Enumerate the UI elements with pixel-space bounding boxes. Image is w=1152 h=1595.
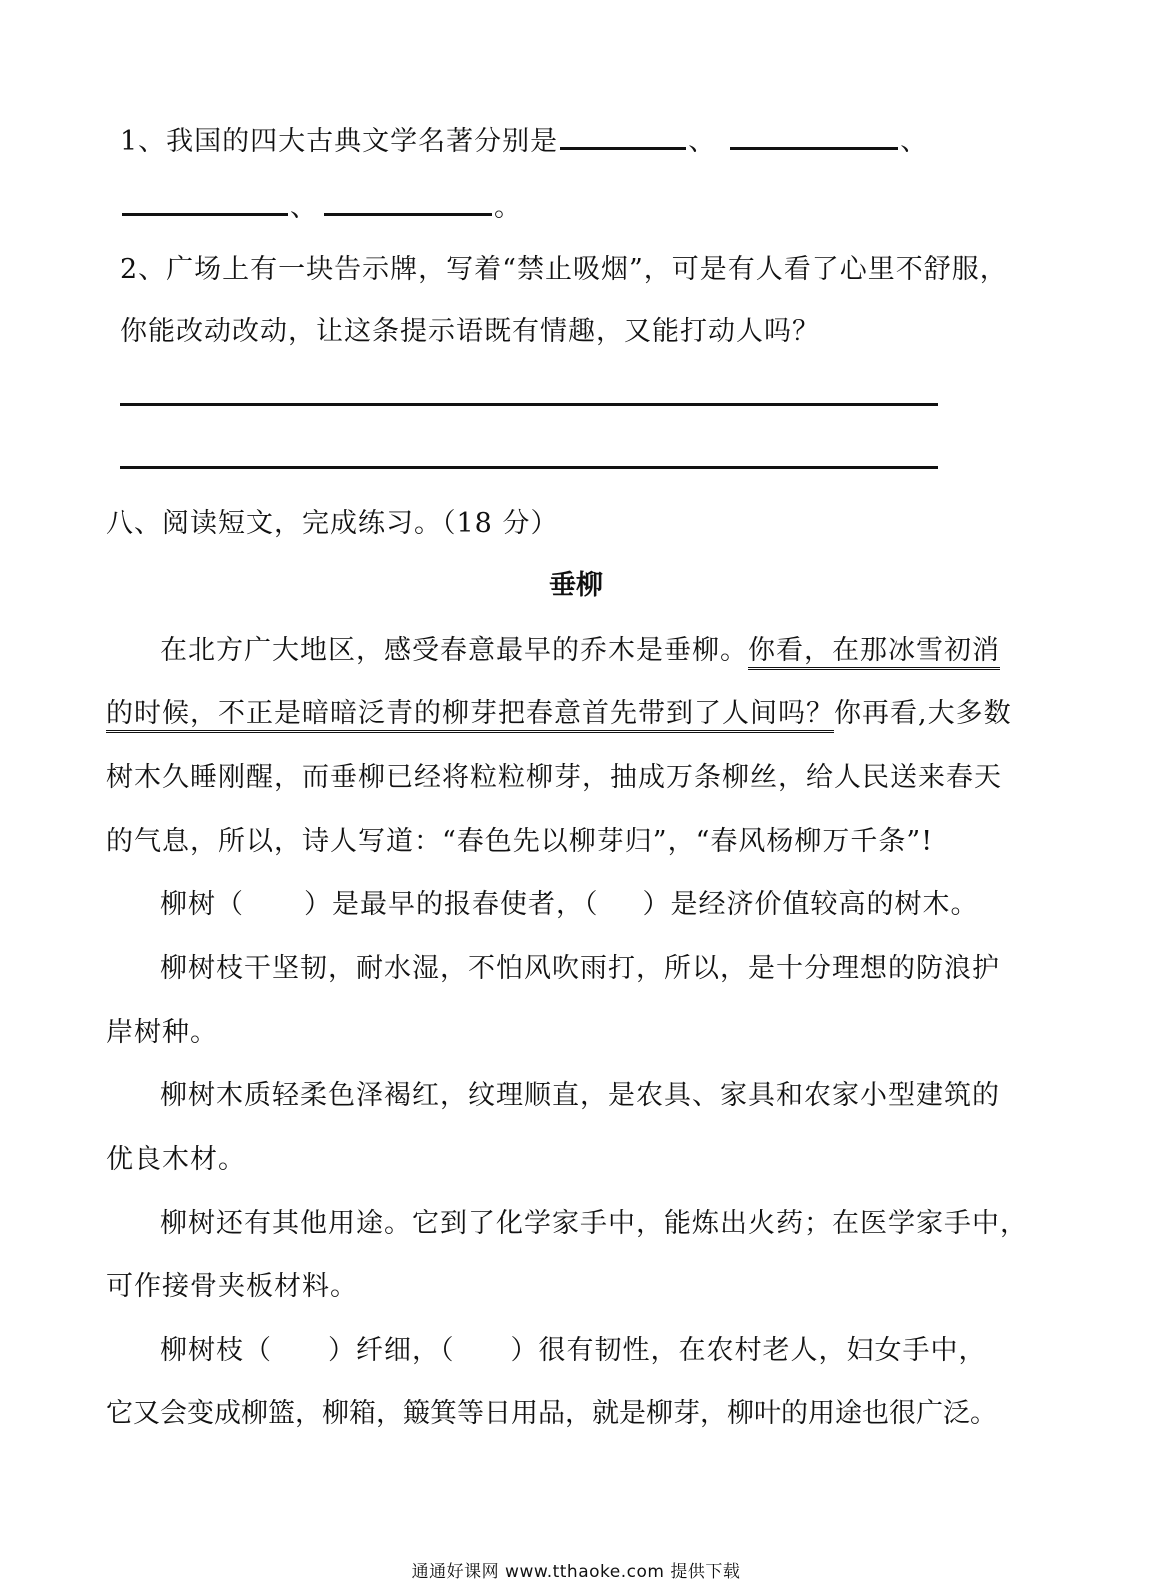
separator: 、 [900,126,929,157]
paragraph-1-line-1 [160,633,1000,669]
separator: 、 [290,192,318,223]
underlined-sentence: 的时候，不正是暗暗泛青的柳芽把春意首先带到了人间吗？ [106,698,834,733]
paragraph-4-line-2: 优良木材。 [106,1144,246,1175]
question-1-line-2 [120,190,522,226]
paragraph-5-line-1: 柳树还有其他用途。它到了化学家手中，能炼出火药；在医学家手中， [160,1208,1028,1239]
question-2-line-1: 2、广场上有一块告示牌，写着“禁止吸烟”，可是有人看了心里不舒服， [120,254,1008,285]
paragraph-1-line-3: 树木久睡刚醒，而垂柳已经将粒粒柳芽，抽成万条柳丝，给人民送来春天 [106,762,1002,793]
question-2-line-2: 你能改动改动，让这条提示语既有情趣，又能打动人吗？ [120,316,820,347]
text-plain: ）是最早的报春使者，（ [304,889,599,920]
underlined-sentence: 你看，在那冰雪初消 [748,635,1000,670]
answer-blank-3[interactable] [122,191,288,216]
paragraph-5-line-2: 可作接骨夹板材料。 [106,1271,358,1302]
paragraph-4-line-1: 柳树木质轻柔色泽褐红，纹理顺直，是农具、家具和农家小型建筑的 [160,1080,1000,1111]
paragraph-3-line-1: 柳树枝干坚韧，耐水湿，不怕风吹雨打，所以，是十分理想的防浪护 [160,953,1000,984]
answer-blank-2[interactable] [730,125,898,150]
question-1-line-1 [120,124,928,160]
text-plain: 在北方广大地区，感受春意最早的乔木是垂柳。 [160,635,748,666]
answer-line-2[interactable] [120,466,938,469]
section-8-heading: 八、阅读短文，完成练习。（18 分） [106,508,559,539]
answer-blank-4[interactable] [324,191,492,216]
separator: 、 [688,126,717,157]
text-plain: ）很有韧性，在农村老人，妇女手中， [510,1335,987,1366]
paragraph-1-line-4: 的气息，所以，诗人写道：“春色先以柳芽归”，“春风杨柳万千条”! [106,826,934,857]
text-plain: ）是经济价值较高的树木。 [642,889,979,920]
paragraph-3-line-2: 岸树种。 [106,1017,218,1048]
text-plain: 柳树（ [160,889,244,920]
footer-source: 通通好课网 www.tthaoke.com 提供下载 [411,1562,741,1582]
answer-line-1[interactable] [120,403,938,406]
paragraph-6-line-1 [160,1333,987,1369]
paragraph-1-line-2 [106,696,1012,732]
answer-blank-1[interactable] [560,125,686,150]
question-1-prefix: 1、我国的四大古典文学名著分别是 [120,126,559,157]
paragraph-2 [160,887,979,923]
passage-title: 垂柳 [549,570,603,601]
text-plain: ）纤细，（ [328,1335,455,1366]
paragraph-6-line-2: 它又会变成柳篮，柳箱，簸箕等日用品，就是柳芽，柳叶的用途也很广泛。 [106,1398,997,1429]
text-plain: 你再看,大多数 [834,698,1012,729]
period: 。 [494,192,522,223]
text-plain: 柳树枝（ [160,1335,272,1366]
